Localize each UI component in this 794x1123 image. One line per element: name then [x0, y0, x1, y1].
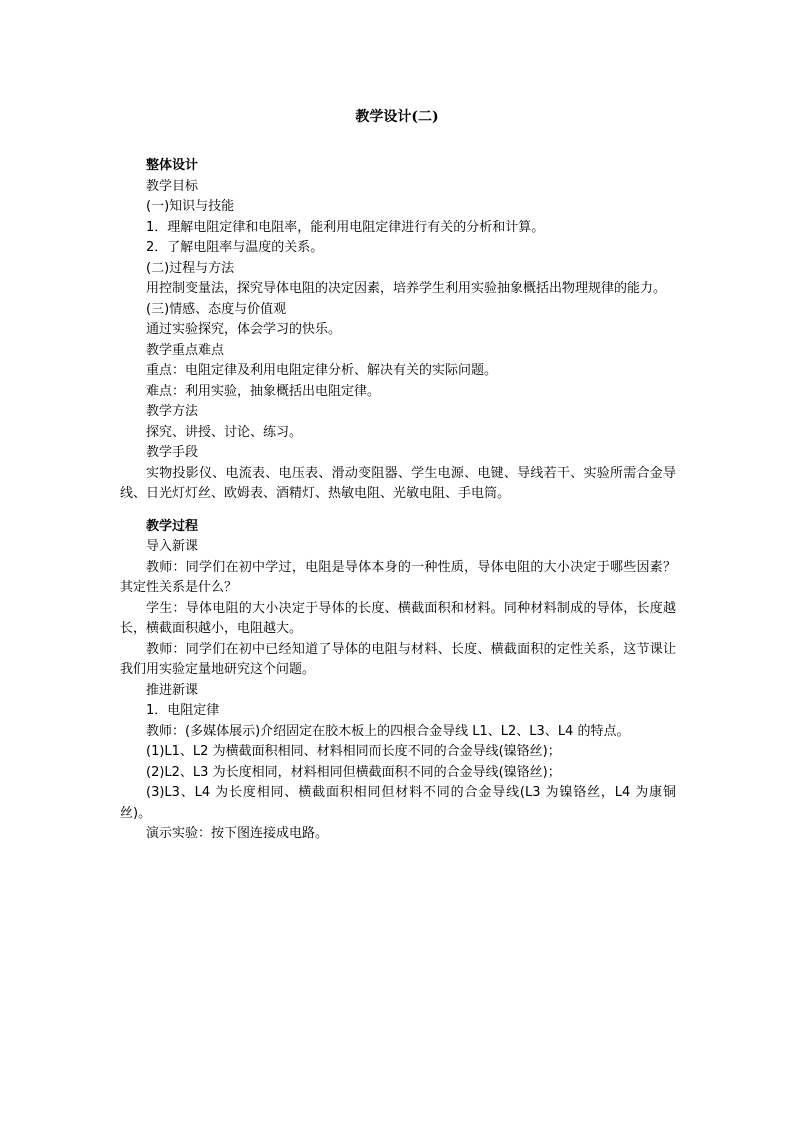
section-heading: 教学过程	[146, 518, 199, 534]
paragraph: (一)知识与技能	[146, 199, 235, 214]
paragraph: 实物投影仪、电流表、电压表、滑动变阻器、学生电源、电键、导线若干、实验所需合金导线、日光灯灯丝、欧姆表、酒精灯、热敏电阻、光敏电阻、手电筒。	[120, 465, 676, 501]
paragraph: 教学重点难点	[146, 342, 225, 358]
paragraph: 1．电阻定律	[146, 703, 220, 718]
paragraph: (1)L1、L2 为横截面积相同、材料相同而长度不同的合金导线(镍铬丝)；	[146, 744, 561, 759]
paragraph: 教师：同学们在初中学过，电阻是导体本身的一种性质，导体电阻的大小决定于哪些因素？其定性关系是什么？	[120, 559, 676, 595]
paragraph: 探究、讲授、讨论、练习。	[146, 424, 303, 440]
paragraph: 演示实验：按下图连接成电路。	[146, 826, 329, 841]
paragraph: 重点：电阻定律及利用电阻定律分析、解决有关的实际问题。	[146, 363, 498, 378]
document-title: 教学设计(二)	[355, 109, 439, 125]
document-body	[120, 156, 676, 845]
section-heading: 整体设计	[146, 158, 199, 173]
paragraph: 1．理解电阻定律和电阻率，能利用电阻定律进行有关的分析和计算。	[146, 219, 545, 235]
paragraph: 教师：同学们在初中已经知道了导体的电阻与材料、长度、横截面积的定性关系，这节课让我们用实验定量地研究这个问题。	[120, 641, 676, 677]
paragraph: (二)过程与方法	[146, 260, 235, 276]
paragraph: 推进新课	[146, 682, 199, 698]
paragraph: 2．了解电阻率与温度的关系。	[146, 240, 324, 255]
paragraph: 学生：导体电阻的大小决定于导体的长度、横截面积和材料。同种材料制成的导体，长度越长，横截面积越小，电阻越大。	[120, 600, 676, 636]
paragraph: 教学手段	[146, 445, 199, 460]
paragraph: 教学方法	[146, 404, 199, 419]
paragraph: 教师：(多媒体展示)介绍固定在胶木板上的四根合金导线 L1、L2、L3、L4 的特点。	[146, 723, 630, 739]
paragraph: 难点：利用实验，抽象概括出电阻定律。	[146, 383, 381, 399]
paragraph: (2)L2、L3 为长度相同，材料相同但横截面积不同的合金导线(镍铬丝)；	[146, 764, 561, 780]
paragraph: 导入新课	[146, 539, 199, 554]
paragraph: 通过实验探究，体会学习的快乐。	[146, 322, 342, 337]
paragraph: (三)情感、态度与价值观	[146, 301, 287, 317]
paragraph: 教学目标	[146, 178, 199, 194]
paragraph: (3)L3、L4 为长度相同、横截面积相同但材料不同的合金导线(L3 为镍铬丝，L4 为康铜丝)。	[120, 785, 676, 821]
paragraph: 用控制变量法，探究导体电阻的决定因素，培养学生利用实验抽象概括出物理规律的能力。	[146, 281, 667, 296]
